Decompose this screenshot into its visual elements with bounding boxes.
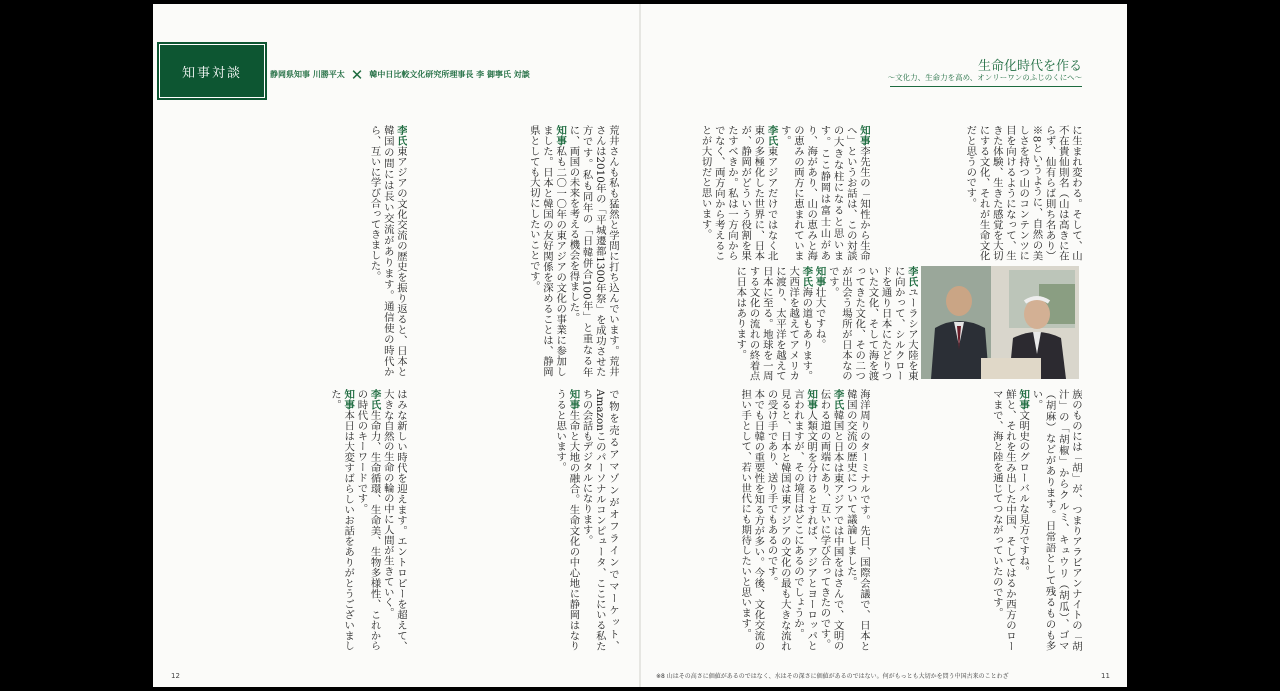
speaker-label: 李氏 [368, 389, 381, 410]
speaker-label: 李氏 [800, 266, 813, 287]
speaker-label: 知事 [554, 125, 567, 147]
article-column [660, 125, 870, 261]
column-paragraph: で物を売るアマゾンがオフラインでマーケット、Amazonこのパーソナルコンピュータ、ここにいる私たちの会話もデジタルになります。 [580, 389, 619, 651]
speaker-label: 知事 [1017, 389, 1030, 410]
article-subtitle: 〜文化力、生命力を高め、オンリーワンのふじのくにへ〜 [887, 73, 1082, 82]
column-paragraph: 見ると、日本と韓国は東アジアの文化の最も大きな流れの受け手であり、送り手でもあるのです。 [765, 389, 791, 651]
column-paragraph: 本でも日韓の重要性を知る方が多い。今後、文化交流の担い手として、若い世代にも期待したいと思います。 [739, 389, 765, 651]
article-column [409, 125, 619, 377]
article-column [660, 266, 918, 381]
article-column [660, 389, 870, 651]
column-paragraph: 知事本日は大変すばらしいお話をありがとうございました。 [328, 389, 355, 651]
column-paragraph: 族のものには「胡」が、つまりアラビアンナイトの「胡汁」の「胡椒」からクルミ、キュウリ（胡瓜）、ゴマ（胡麻）などがあります。日常語として残るものも多い。 [1030, 389, 1082, 651]
column-paragraph: 荒井さんも私も猛然と学問に打ち込んでいます。荒井さんは2010年の「平城遷都1300年祭」を成功させた方です。私も同年の「日韓併合100年」と重なる年に、両国の未来を考える機会を得ました。 [567, 125, 619, 377]
article-title: 生命化時代を作る [977, 59, 1082, 74]
speaker-label: 李氏 [765, 125, 778, 146]
column-paragraph: 知事私も二〇一〇年の東アジアの文化の事業に参加しました。日本と韓国の友好関係を深めることは、静岡県としても大切にしたいことです。 [527, 125, 567, 377]
interview-photo [921, 266, 1079, 379]
column-paragraph: 知事人類文明を分けるとすれば、アジアとヨーロッパと言われますが、その境目はどこにあるのでしょうか。 [791, 389, 818, 651]
participant-right: 韓中日比較文化研究所理事長 李 御寧氏 対談 [369, 70, 530, 79]
cross-icon: ✕ [350, 66, 364, 84]
speaker-label: 知事 [567, 389, 580, 410]
participant-left: 静岡県知事 川勝平太 [270, 70, 345, 79]
page-number-right: 11 [1101, 672, 1110, 680]
article-column [196, 125, 407, 377]
section-badge: 知事対談 [157, 42, 267, 100]
article-column [196, 389, 407, 651]
column-paragraph: 海洋周りのターミナルです。先日、国際会議で、日本と韓国の交流の歴史について議論しました。 [844, 389, 870, 651]
column-paragraph: はみな新しい時代を迎えます。エントロピーを超えて、大きな自然の生命の輪の中に人間が生きていく。 [381, 389, 407, 651]
column-paragraph: 李氏生命力、生命循環、生命美、生物多様性、これからの時代のキーワードです。 [355, 389, 381, 651]
speaker-label: 李氏 [831, 389, 844, 410]
speaker-label: 知事 [342, 389, 355, 410]
column-paragraph: 知事李先生の「知性から生命へ」というお話は、この対談の大きな柱になると思います。ここ静岡は富士山があり、海があり、山の恵みと海の恵みの両方に恵まれています。 [778, 125, 870, 261]
column-paragraph: 知事壮大ですね。 [813, 266, 826, 350]
article-column [409, 389, 619, 651]
column-paragraph: 鮮と、それを生み出した中国、そしてはるか西方のローマまで、海と陸を通じてつながっていたのです。 [990, 389, 1016, 651]
article-column [872, 125, 1082, 261]
speaker-label: 知事 [813, 266, 826, 287]
participants-header [270, 66, 530, 84]
column-paragraph: 李氏東アジアの文化交流の歴史を振り返ると、日本と韓国の間には長い交流があります。通信使の時代から、互いに学び合ってきました。 [368, 125, 407, 377]
page-gutter [639, 4, 641, 687]
footnote: ※8 山はその高さに価値があるのではなく、水はその深さに価値があるのではない。何がもっとも大切かを問う中国古来のことわざ [656, 673, 1009, 680]
speaker-label: 知事 [858, 125, 870, 146]
column-paragraph: 李氏韓国と日本は東アジアでは中国をはさんで、文明の伝わる道の両端にあり、互いに学び合ってきたのです。 [818, 389, 844, 651]
column-paragraph: に生まれ変わる。そして、山不在貴仙則名（山は高きに在らず、仙有らば則ち名あり）※8というように、自然の美しさを持つ山のコンテンツに目を向けるようになって、生きた体験、生きた感覚を大切にする文化、それが生命文化だと思うのです。 [964, 125, 1082, 261]
photo-illustration [921, 266, 1079, 379]
speaker-label: 知事 [805, 389, 818, 410]
column-paragraph: 李氏ユーラシア大陸を東に向かって、シルクロードを通り日本にたどりついた文化、そして海を渡ってきた文化、その二つが出会う場所が日本なのです。 [826, 266, 918, 381]
page-number-left: 12 [171, 672, 180, 680]
speaker-label: 李氏 [906, 266, 918, 287]
column-paragraph: 李氏海の道もあります。大西洋を越えてアメリカに渡り、太平洋を越えて日本に至る。地球を一周する文化の流れの終着点に日本はあります。 [734, 266, 813, 381]
column-paragraph: 知事文明史のグローバルな見方ですね。 [1017, 389, 1030, 577]
column-paragraph: 知事生命と大地の融合。生命文化の中心地に静岡はなりうると思います。 [554, 389, 580, 651]
title-rule [890, 86, 1082, 87]
article-column [872, 389, 1082, 651]
speaker-label: 李氏 [395, 125, 407, 147]
column-paragraph: 李氏東アジアだけではなく北東の多極化した世界に、日本が、静岡がどういう役割を果たすべきか。私は一方向からでなく、両方向から考えることが大切だと思います。 [699, 125, 778, 261]
